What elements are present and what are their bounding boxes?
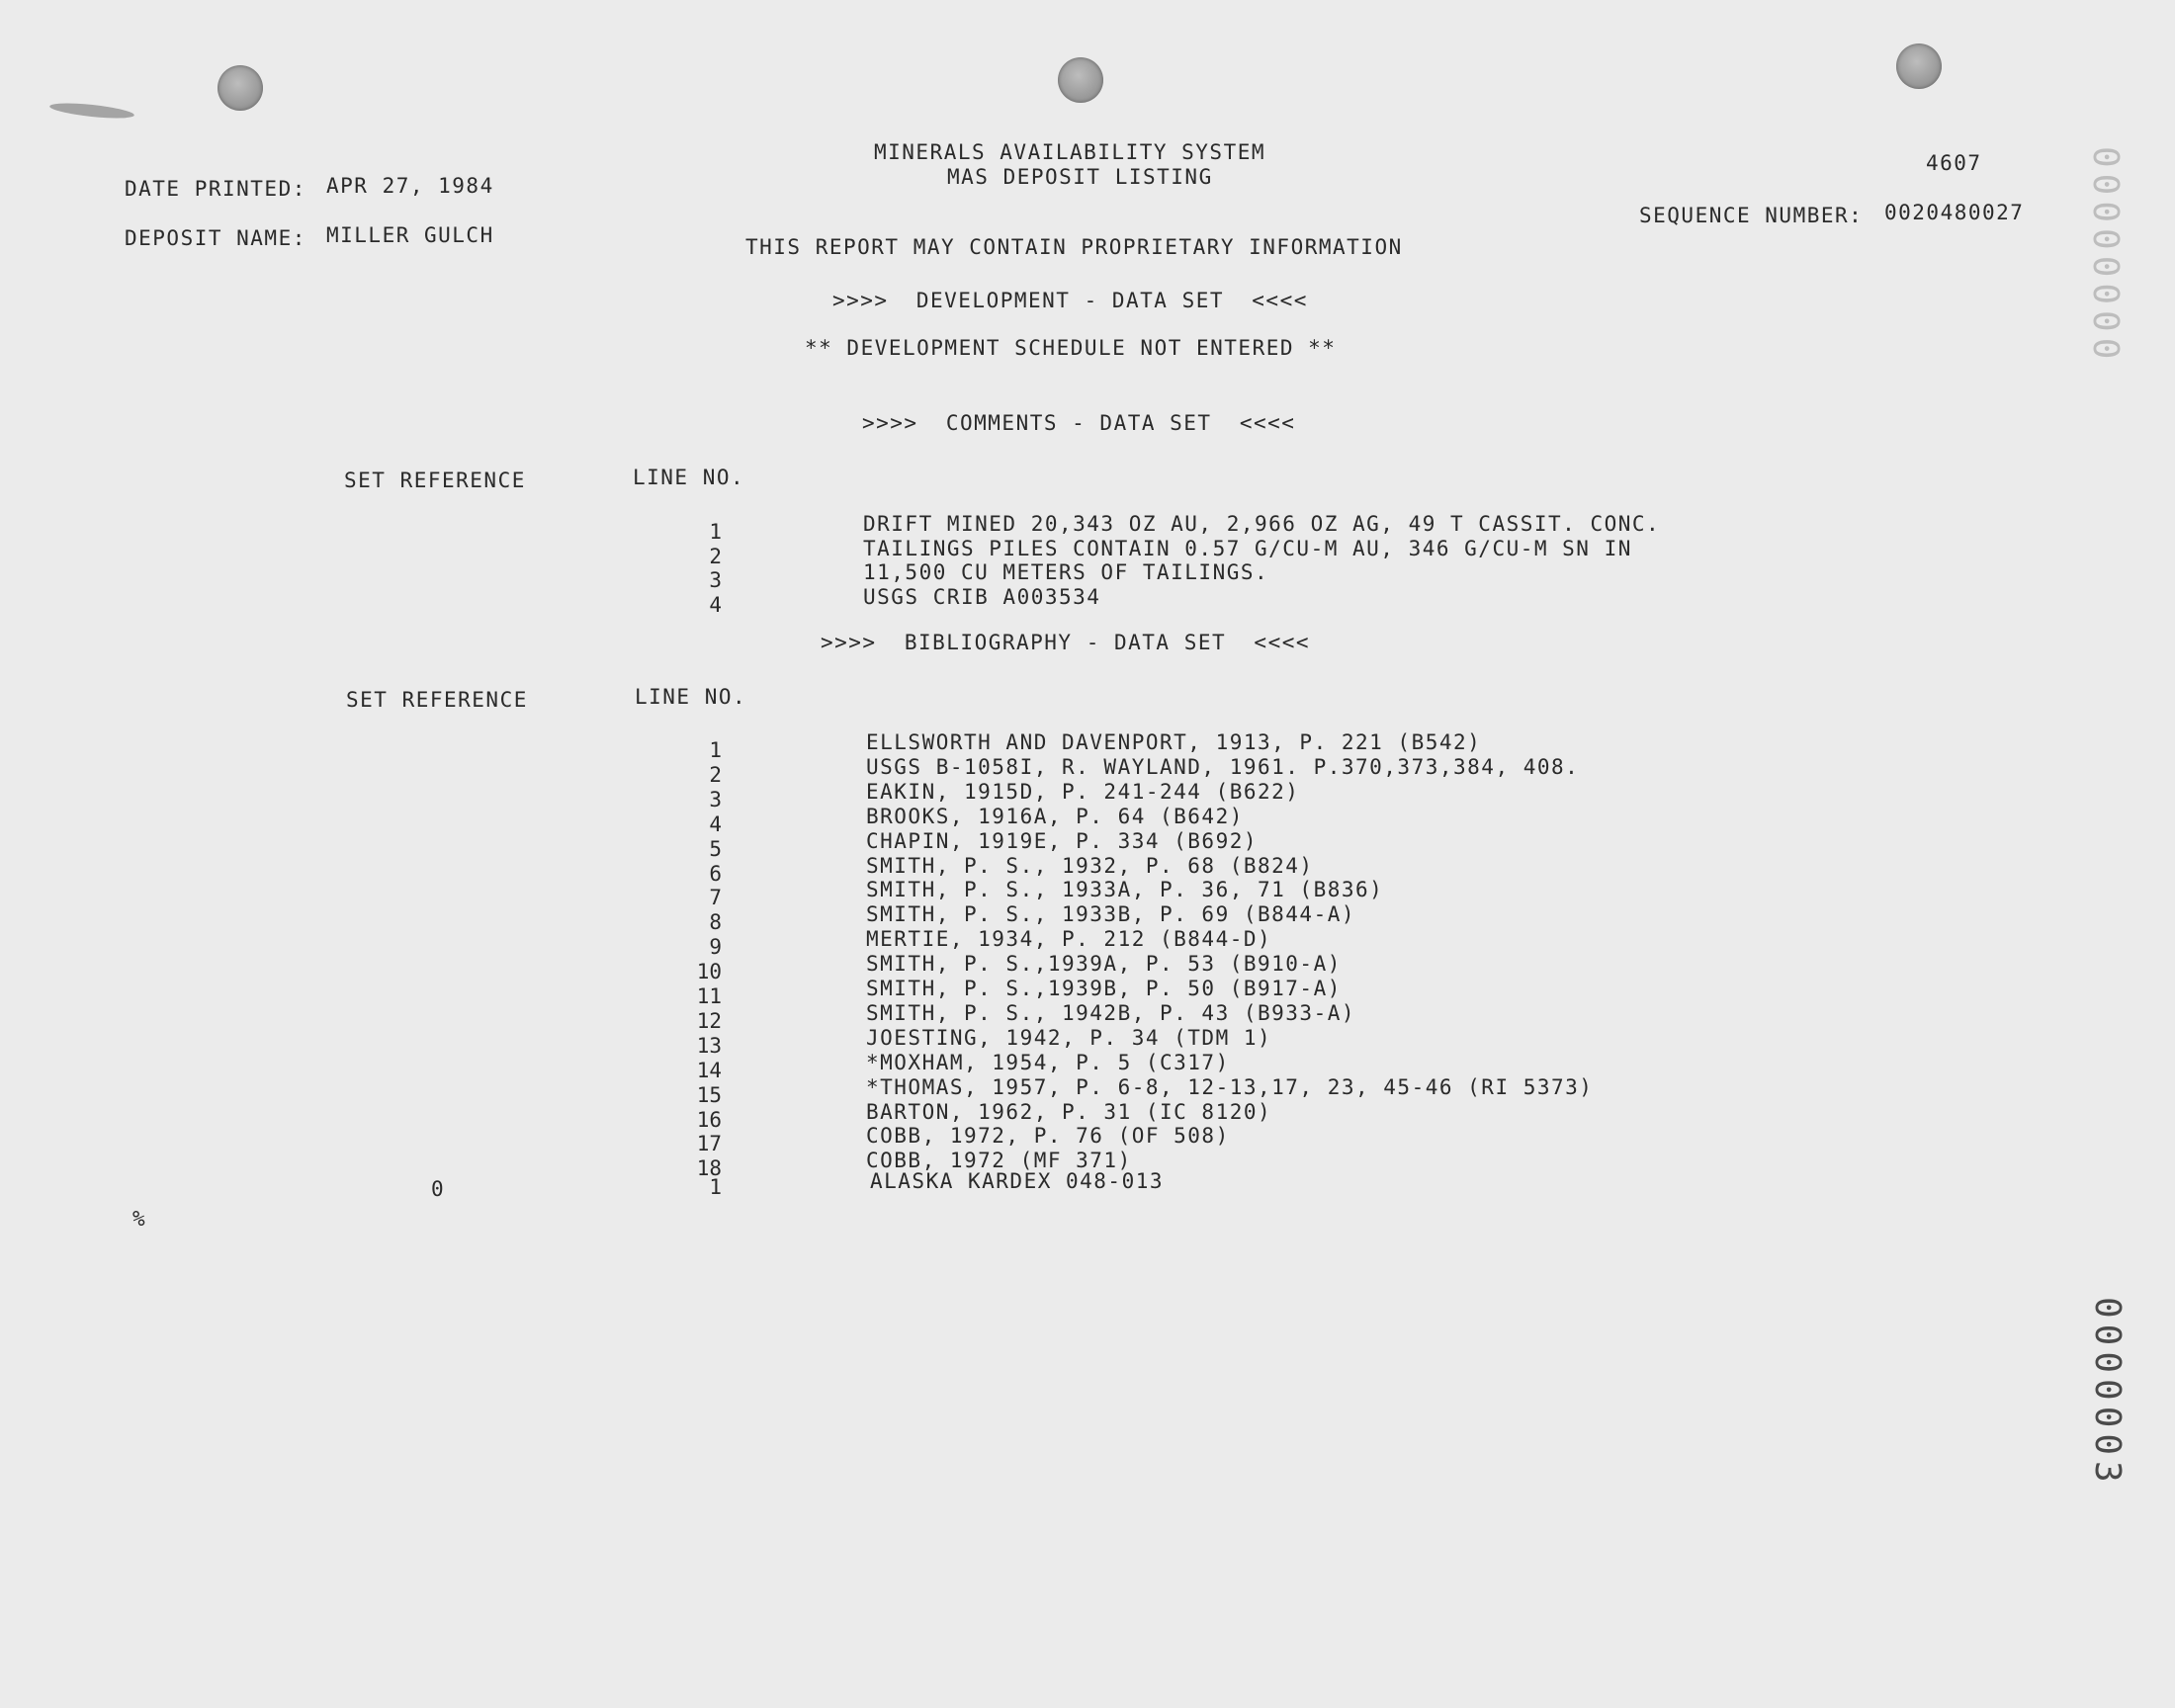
margin-stamp-bottom: 0000003	[2087, 1297, 2128, 1489]
bibliography-heading: >>>> BIBLIOGRAPHY - DATA SET <<<<	[821, 631, 1311, 654]
bibliography-entry: BARTON, 1962, P. 31 (IC 8120)	[866, 1099, 1272, 1124]
line-number: 12	[696, 1008, 722, 1033]
line-number: 1	[709, 520, 722, 544]
bibliography-entry: SMITH, P. S.,1939B, P. 50 (B917-A)	[866, 977, 1342, 1000]
punch-hole-left	[218, 65, 263, 111]
line-number: 2	[709, 544, 722, 568]
comments-heading: >>>> COMMENTS - DATA SET <<<<	[862, 411, 1296, 435]
bibliography-entry: USGS B-1058I, R. WAYLAND, 1961. P.370,373,384, 408.	[866, 754, 1580, 779]
line-number: 1	[709, 738, 722, 762]
bibliography-entry: BROOKS, 1916A, P. 64 (B642)	[866, 804, 1244, 828]
page-number: 4607	[1926, 151, 1982, 175]
line-number: 18	[696, 1156, 722, 1181]
comments-col-line-no: LINE NO.	[633, 466, 745, 489]
date-printed-label: DATE PRINTED:	[125, 177, 306, 201]
line-number: 13	[696, 1033, 722, 1058]
line-number: 7	[709, 886, 722, 910]
line-number: 3	[709, 787, 722, 811]
line-number: 10	[696, 960, 722, 984]
bibliography-entry: *MOXHAM, 1954, P. 5 (C317)	[866, 1050, 1230, 1074]
line-number: 1	[709, 1175, 722, 1199]
ink-smudge	[49, 101, 135, 122]
line-number: 8	[709, 910, 722, 935]
bibliography-entry: COBB, 1972, P. 76 (OF 508)	[866, 1124, 1230, 1149]
line-number: 2	[709, 762, 722, 787]
comments-col-set-reference: SET REFERENCE	[344, 469, 526, 492]
date-printed-value: APR 27, 1984	[326, 174, 494, 198]
line-number: 14	[696, 1058, 722, 1082]
system-title: MINERALS AVAILABILITY SYSTEM	[874, 140, 1266, 164]
sequence-label: SEQUENCE NUMBER:	[1639, 204, 1864, 227]
set-reference-value: 0	[431, 1177, 446, 1201]
punch-hole-center	[1058, 57, 1103, 103]
deposit-name-label: DEPOSIT NAME:	[125, 226, 306, 250]
bibliography-entry: SMITH, P. S., 1932, P. 68 (B824)	[866, 853, 1314, 878]
line-number: 9	[709, 935, 722, 960]
line-number: 17	[696, 1132, 722, 1156]
line-number: 11	[696, 984, 722, 1008]
line-number: 5	[709, 836, 722, 861]
development-note: ** DEVELOPMENT SCHEDULE NOT ENTERED **	[805, 336, 1337, 360]
development-heading: >>>> DEVELOPMENT - DATA SET <<<<	[832, 289, 1308, 312]
sequence-number: 0020480027	[1884, 201, 2025, 224]
bibliography-entry: JOESTING, 1942, P. 34 (TDM 1)	[866, 1025, 1272, 1050]
bibliography-col-set-reference: SET REFERENCE	[346, 688, 528, 712]
comment-line: 11,500 CU METERS OF TAILINGS.	[863, 560, 1269, 584]
comment-line: USGS CRIB A003534	[863, 584, 1101, 609]
bibliography-entry: CHAPIN, 1919E, P. 334 (B692)	[866, 828, 1259, 853]
footer-mark: %	[132, 1207, 147, 1231]
bibliography-entry: SMITH, P. S., 1942B, P. 43 (B933-A)	[866, 1000, 1356, 1025]
bibliography-entry: SMITH, P. S., 1933B, P. 69 (B844-A)	[866, 902, 1356, 927]
bibliography-entry: COBB, 1972 (MF 371)	[866, 1149, 1132, 1173]
line-number: 4	[709, 592, 722, 617]
line-number: 6	[709, 861, 722, 886]
proprietary-notice: THIS REPORT MAY CONTAIN PROPRIETARY INFORMATION	[745, 235, 1403, 259]
bibliography-entry: MERTIE, 1934, P. 212 (B844-D)	[866, 927, 1272, 952]
line-number: 16	[696, 1107, 722, 1132]
bibliography-entry: SMITH, P. S.,1939A, P. 53 (B910-A)	[866, 952, 1342, 977]
margin-stamp-top: 00000000	[2085, 146, 2126, 366]
bibliography-col-line-no: LINE NO.	[635, 685, 747, 709]
line-number: 3	[709, 568, 722, 592]
bibliography-entry: ALASKA KARDEX 048-013	[870, 1169, 1165, 1193]
line-number: 15	[696, 1082, 722, 1107]
bibliography-entry: EAKIN, 1915D, P. 241-244 (B622)	[866, 779, 1300, 804]
bibliography-entry: *THOMAS, 1957, P. 6-8, 12-13,17, 23, 45-46 (RI 5373)	[866, 1074, 1594, 1099]
bibliography-entry: SMITH, P. S., 1933A, P. 36, 71 (B836)	[866, 878, 1384, 902]
bibliography-entry: ELLSWORTH AND DAVENPORT, 1913, P. 221 (B542)	[866, 730, 1482, 754]
listing-title: MAS DEPOSIT LISTING	[947, 165, 1213, 189]
comment-line: DRIFT MINED 20,343 OZ AU, 2,966 OZ AG, 49 T CASSIT. CONC.	[863, 512, 1661, 536]
deposit-name-value: MILLER GULCH	[326, 223, 494, 247]
punch-hole-right	[1896, 43, 1942, 89]
comment-line: TAILINGS PILES CONTAIN 0.57 G/CU-M AU, 346 G/CU-M SN IN	[863, 536, 1632, 560]
line-number: 4	[709, 811, 722, 836]
